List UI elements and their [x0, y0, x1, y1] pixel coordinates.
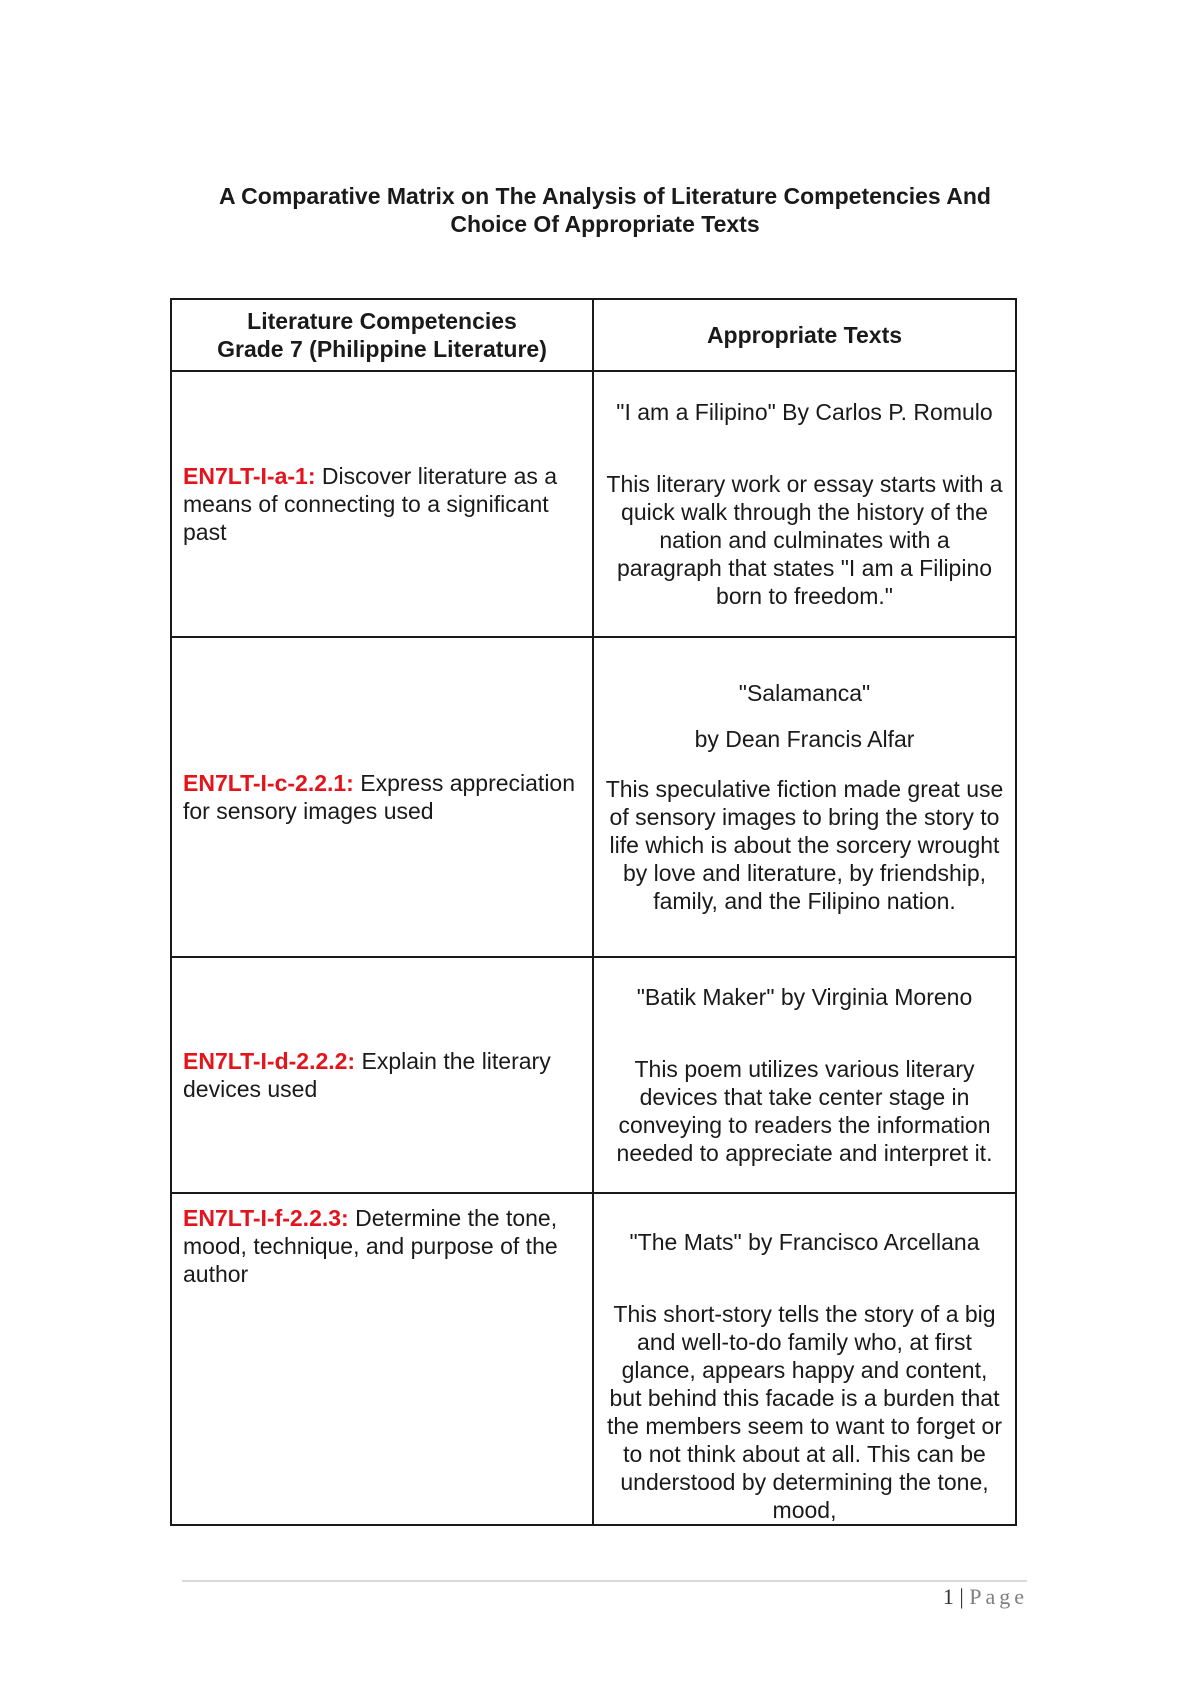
header-competencies-line1: Literature Competencies — [247, 308, 517, 334]
table-header-row — [171, 299, 1016, 371]
page-number: 1 — [942, 1584, 954, 1609]
text-title: "The Mats" by Francisco Arcellana — [629, 1229, 980, 1255]
appropriate-text-cell — [593, 957, 1016, 1193]
text-title: "Batik Maker" by Virginia Moreno — [636, 984, 973, 1010]
table-row — [171, 957, 1016, 1193]
document-title — [170, 182, 1040, 238]
text-description: This short-story tells the story of a big and well-to-do family who, at first glance, appears happy and content, but behind this facade is a burden that the members seem to want to forget or to not think about at all. This can be understood by determining the tone, mood, — [606, 1301, 1002, 1523]
competency-code: EN7LT-I-d-2.2.2: — [183, 1048, 356, 1074]
text-description: This literary work or essay starts with a quick walk through the history of the nation and culminates with a paragraph that states "I am a Filipino born to freedom." — [606, 471, 1003, 609]
text-title: "I am a Filipino" By Carlos P. Romulo — [616, 399, 993, 425]
header-competencies-line2: Grade 7 (Philippine Literature) — [217, 336, 547, 362]
table-row — [171, 1193, 1016, 1525]
competency-cell — [171, 957, 593, 1193]
text-description: This speculative fiction made great use of sensory images to bring the story to life which is about the sorcery wrought by love and literature, by friendship, family, and the Filipino nation. — [605, 776, 1004, 914]
comparative-matrix-table — [170, 298, 1017, 1526]
header-competencies — [171, 299, 593, 371]
page-label: Page — [969, 1584, 1028, 1609]
competency-code: EN7LT-I-a-1: — [183, 463, 316, 489]
competency-text: Discover literature as a means of connecting to a significant past — [183, 463, 558, 545]
appropriate-text-cell — [593, 637, 1016, 957]
footer-divider — [182, 1580, 1027, 1582]
text-author: by Dean Francis Alfar — [694, 726, 915, 752]
text-title: "Salamanca" — [738, 680, 871, 706]
appropriate-text-cell — [593, 1193, 1016, 1525]
title-line-2: Choice Of Appropriate Texts — [450, 211, 760, 237]
page-separator: | — [959, 1584, 964, 1609]
competency-text: Explain the literary devices used — [183, 1048, 551, 1102]
competency-cell — [171, 371, 593, 637]
text-description: This poem utilizes various literary devices that take center stage in conveying to readers the information needed to appreciate and interpret it. — [616, 1056, 993, 1166]
competency-text: Express appreciation for sensory images used — [183, 770, 576, 824]
competency-text: Determine the tone, mood, technique, and purpose of the author — [183, 1205, 558, 1287]
page-footer — [943, 1584, 1028, 1610]
table-row — [171, 371, 1016, 637]
competency-cell — [171, 637, 593, 957]
table-row — [171, 637, 1016, 957]
competency-cell — [171, 1193, 593, 1525]
competency-code: EN7LT-I-c-2.2.1: — [183, 770, 354, 796]
title-line-1: A Comparative Matrix on The Analysis of Literature Competencies And — [219, 183, 991, 209]
competency-code: EN7LT-I-f-2.2.3: — [183, 1205, 349, 1231]
header-appropriate-texts: Appropriate Texts — [593, 299, 1016, 371]
appropriate-text-cell — [593, 371, 1016, 637]
